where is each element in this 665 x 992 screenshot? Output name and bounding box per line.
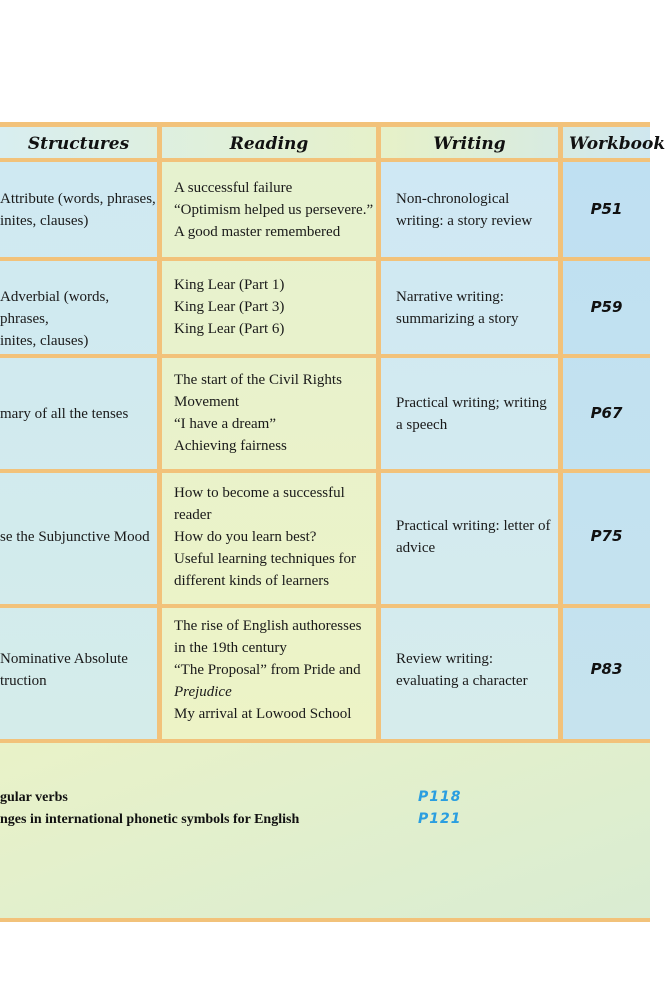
row4-reading (174, 482, 376, 592)
row1-workbook-page[interactable]: P51 (590, 200, 623, 218)
structures-line: Nominative Absolute (0, 651, 128, 667)
reading-line: “The Proposal” from Pride and (174, 662, 361, 678)
reading-line: reader (174, 507, 212, 523)
grid-line-v1 (157, 122, 162, 742)
structures-line: Attribute (words, phrases, (0, 191, 156, 207)
row2-writing (396, 286, 558, 330)
structures-line: truction (0, 673, 47, 689)
reading-line: How to become a successful (174, 485, 345, 501)
structures-line: inites, clauses) (0, 333, 89, 349)
writing-line: Review writing: (396, 651, 494, 667)
grid-line-bottom (0, 739, 650, 743)
reading-line: King Lear (Part 3) (174, 299, 285, 315)
row2-reading (174, 274, 376, 340)
row5-writing (396, 648, 558, 692)
writing-line: writing: a story review (396, 213, 533, 229)
header-workbook: Workbook (569, 134, 665, 154)
row3-reading (174, 369, 376, 457)
reading-line: Useful learning techniques for (174, 551, 357, 567)
appendix-item-page[interactable]: P118 (418, 789, 462, 805)
row1-reading (174, 177, 376, 243)
row4-structures (0, 526, 156, 548)
row4-workbook-page[interactable]: P75 (590, 527, 623, 545)
row2-structures (0, 286, 156, 352)
row5-reading (174, 615, 376, 725)
appendix-item-page[interactable]: P121 (418, 811, 462, 827)
reading-line: King Lear (Part 6) (174, 321, 285, 337)
grid-line-page-bottom (0, 918, 650, 922)
row5-workbook-page[interactable]: P83 (590, 660, 623, 678)
grid-line-row4 (0, 604, 650, 608)
reading-line: King Lear (Part 1) (174, 277, 285, 293)
reading-line: The rise of English authoresses (174, 618, 362, 634)
reading-line: “I have a dream” (174, 416, 277, 432)
row3-writing (396, 392, 558, 436)
grid-line-v2 (376, 122, 381, 742)
reading-line: Prejudice (174, 684, 232, 700)
reading-line: in the 19th century (174, 640, 287, 656)
header-structures: Structures (27, 134, 130, 154)
writing-line: Narrative writing: (396, 289, 504, 305)
structures-line: Adverbial (words, phrases, (0, 289, 110, 327)
reading-line: different kinds of learners (174, 573, 330, 589)
row1-writing (396, 188, 558, 232)
reading-line: Achieving fairness (174, 438, 287, 454)
workbook-column-bg (563, 162, 650, 740)
writing-line: advice (396, 540, 436, 556)
reading-line: A successful failure (174, 180, 293, 196)
grid-line-row2 (0, 354, 650, 358)
structures-line: inites, clauses) (0, 213, 89, 229)
row1-structures (0, 188, 156, 232)
row2-workbook-page[interactable]: P59 (590, 298, 623, 316)
row3-structures (0, 403, 156, 425)
writing-line: Non-chronological (396, 191, 510, 207)
row3-workbook-page[interactable]: P67 (590, 404, 623, 422)
writing-line: summarizing a story (396, 311, 519, 327)
header-writing: Writing (433, 134, 506, 154)
reading-line: A good master remembered (174, 224, 341, 240)
reading-line: How do you learn best? (174, 529, 317, 545)
header-reading: Reading (229, 134, 309, 154)
row4-writing (396, 515, 558, 559)
grid-line-row3 (0, 469, 650, 473)
appendix-item-label: nges in international phonetic symbols for English (0, 812, 300, 827)
reading-line: Movement (174, 394, 239, 410)
writing-line: evaluating a character (396, 673, 528, 689)
reading-line: The start of the Civil Rights (174, 372, 342, 388)
reading-line: My arrival at Lowood School (174, 706, 352, 722)
grid-line-row1 (0, 257, 650, 261)
structures-line: mary of all the tenses (0, 406, 129, 422)
grid-line-header (0, 158, 650, 162)
reading-line: “Optimism helped us persevere.” (174, 202, 374, 218)
structures-line: se the Subjunctive Mood (0, 529, 150, 545)
grid-line-top (0, 122, 650, 127)
row5-structures (0, 648, 156, 692)
appendix-item-label: gular verbs (0, 790, 68, 805)
writing-line: Practical writing; writing (396, 395, 547, 411)
writing-line: a speech (396, 417, 448, 433)
writing-line: Practical writing: letter of (396, 518, 551, 534)
